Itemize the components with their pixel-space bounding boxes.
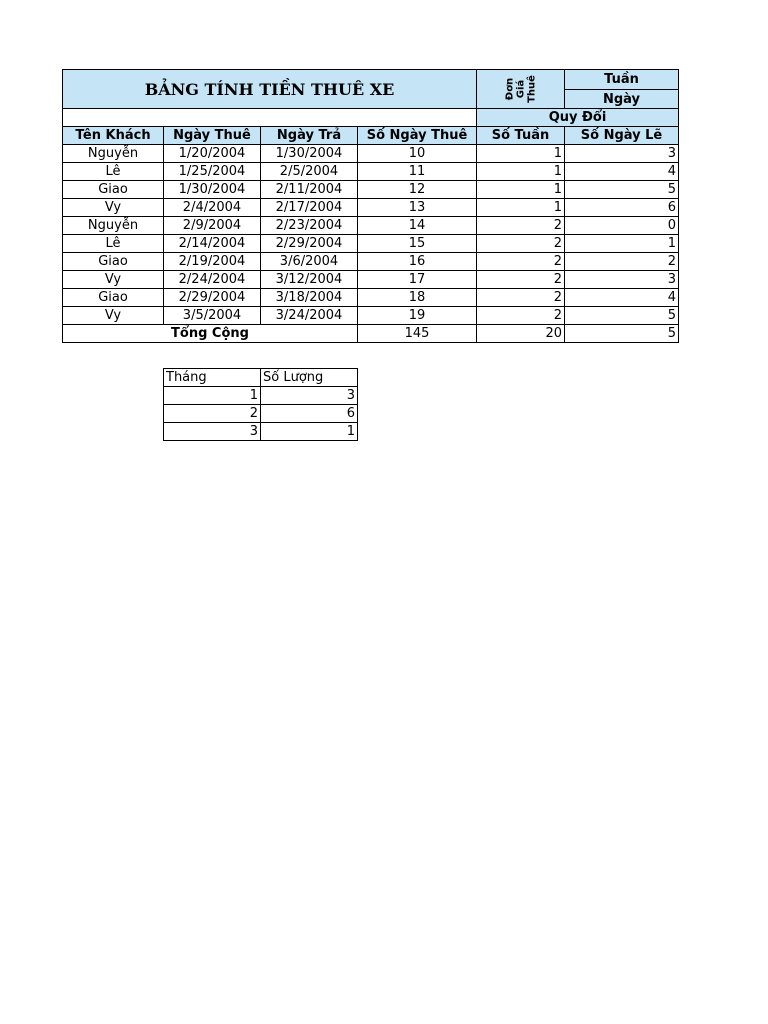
weeks-cell[interactable]: 1	[477, 181, 565, 199]
rental-table	[62, 69, 679, 343]
sheet-title[interactable]: BẢNG TÍNH TIỀN THUÊ XE	[63, 70, 477, 109]
count-cell[interactable]: 1	[261, 423, 358, 441]
unit-day-cell[interactable]: Ngày	[565, 90, 679, 109]
col-header-rent-date[interactable]: Ngày Thuê	[164, 127, 261, 145]
rental-days-cell[interactable]: 14	[358, 217, 477, 235]
total-label[interactable]: Tổng Cộng	[63, 325, 358, 343]
rent-date-cell[interactable]: 3/5/2004	[164, 307, 261, 325]
table-row	[63, 235, 679, 253]
col-header-name[interactable]: Tên Khách	[63, 127, 164, 145]
col-header-weeks[interactable]: Số Tuần	[477, 127, 565, 145]
rent-date-cell[interactable]: 2/29/2004	[164, 289, 261, 307]
rent-date-cell[interactable]: 1/20/2004	[164, 145, 261, 163]
customer-name-cell[interactable]: Vy	[63, 199, 164, 217]
rent-date-cell[interactable]: 2/24/2004	[164, 271, 261, 289]
extra-days-cell[interactable]: 3	[565, 145, 679, 163]
total-extra[interactable]: 5	[565, 325, 679, 343]
col-header-return-date[interactable]: Ngày Trả	[261, 127, 358, 145]
blank-cell[interactable]	[63, 109, 477, 127]
rent-date-cell[interactable]: 1/30/2004	[164, 181, 261, 199]
total-days[interactable]: 145	[358, 325, 477, 343]
rent-date-cell[interactable]: 2/4/2004	[164, 199, 261, 217]
col-header-rental-days[interactable]: Số Ngày Thuê	[358, 127, 477, 145]
return-date-cell[interactable]: 2/23/2004	[261, 217, 358, 235]
month-cell[interactable]: 3	[164, 423, 261, 441]
return-date-cell[interactable]: 2/11/2004	[261, 181, 358, 199]
rental-days-cell[interactable]: 17	[358, 271, 477, 289]
extra-days-cell[interactable]: 5	[565, 181, 679, 199]
customer-name-cell[interactable]: Nguyễn	[63, 217, 164, 235]
month-cell[interactable]: 2	[164, 405, 261, 423]
extra-days-cell[interactable]: 5	[565, 307, 679, 325]
return-date-cell[interactable]: 3/12/2004	[261, 271, 358, 289]
total-weeks[interactable]: 20	[477, 325, 565, 343]
extra-days-cell[interactable]: 0	[565, 217, 679, 235]
rental-days-cell[interactable]: 18	[358, 289, 477, 307]
table-row	[63, 271, 679, 289]
weeks-cell[interactable]: 1	[477, 163, 565, 181]
weeks-cell[interactable]: 2	[477, 307, 565, 325]
rent-date-cell[interactable]: 2/14/2004	[164, 235, 261, 253]
month-cell[interactable]: 1	[164, 387, 261, 405]
table-row	[164, 387, 358, 405]
customer-name-cell[interactable]: Lê	[63, 163, 164, 181]
rental-days-cell[interactable]: 19	[358, 307, 477, 325]
month-header[interactable]: Tháng	[164, 369, 261, 387]
rent-date-cell[interactable]: 2/9/2004	[164, 217, 261, 235]
customer-name-cell[interactable]: Giao	[63, 289, 164, 307]
return-date-cell[interactable]: 1/30/2004	[261, 145, 358, 163]
customer-name-cell[interactable]: Vy	[63, 307, 164, 325]
data-rows	[63, 145, 679, 325]
weeks-cell[interactable]: 2	[477, 271, 565, 289]
extra-days-cell[interactable]: 6	[565, 199, 679, 217]
return-date-cell[interactable]: 2/17/2004	[261, 199, 358, 217]
count-cell[interactable]: 6	[261, 405, 358, 423]
extra-days-cell[interactable]: 4	[565, 163, 679, 181]
month-summary-table	[163, 368, 358, 441]
extra-days-cell[interactable]: 3	[565, 271, 679, 289]
weeks-cell[interactable]: 2	[477, 289, 565, 307]
customer-name-cell[interactable]: Vy	[63, 271, 164, 289]
rental-days-cell[interactable]: 10	[358, 145, 477, 163]
rate-label: Đơn Giá Thuê	[504, 75, 538, 103]
return-date-cell[interactable]: 3/18/2004	[261, 289, 358, 307]
table-row	[63, 145, 679, 163]
rental-days-cell[interactable]: 16	[358, 253, 477, 271]
table-row	[164, 405, 358, 423]
customer-name-cell[interactable]: Nguyễn	[63, 145, 164, 163]
table-row	[63, 199, 679, 217]
customer-name-cell[interactable]: Giao	[63, 253, 164, 271]
weeks-cell[interactable]: 2	[477, 253, 565, 271]
return-date-cell[interactable]: 3/6/2004	[261, 253, 358, 271]
rental-days-cell[interactable]: 15	[358, 235, 477, 253]
rental-days-cell[interactable]: 12	[358, 181, 477, 199]
return-date-cell[interactable]: 3/24/2004	[261, 307, 358, 325]
rate-label-cell[interactable]	[477, 70, 565, 109]
customer-name-cell[interactable]: Lê	[63, 235, 164, 253]
extra-days-cell[interactable]: 1	[565, 235, 679, 253]
rent-date-cell[interactable]: 2/19/2004	[164, 253, 261, 271]
extra-days-cell[interactable]: 2	[565, 253, 679, 271]
weeks-cell[interactable]: 2	[477, 235, 565, 253]
rent-date-cell[interactable]: 1/25/2004	[164, 163, 261, 181]
col-header-extra-days[interactable]: Số Ngày Lẽ	[565, 127, 679, 145]
extra-days-cell[interactable]: 4	[565, 289, 679, 307]
table-row	[63, 181, 679, 199]
rental-days-cell[interactable]: 13	[358, 199, 477, 217]
count-cell[interactable]: 3	[261, 387, 358, 405]
table-row	[63, 253, 679, 271]
return-date-cell[interactable]: 2/5/2004	[261, 163, 358, 181]
month-rows	[164, 387, 358, 441]
conversion-label[interactable]: Quy Đổi	[477, 109, 679, 127]
table-row	[164, 423, 358, 441]
table-row	[63, 163, 679, 181]
weeks-cell[interactable]: 2	[477, 217, 565, 235]
table-row	[63, 307, 679, 325]
customer-name-cell[interactable]: Giao	[63, 181, 164, 199]
table-row	[63, 217, 679, 235]
table-row	[63, 289, 679, 307]
return-date-cell[interactable]: 2/29/2004	[261, 235, 358, 253]
rental-days-cell[interactable]: 11	[358, 163, 477, 181]
count-header[interactable]: Số Lượng	[261, 369, 358, 387]
weeks-cell[interactable]: 1	[477, 145, 565, 163]
weeks-cell[interactable]: 1	[477, 199, 565, 217]
unit-week-cell[interactable]: Tuần	[565, 70, 679, 90]
